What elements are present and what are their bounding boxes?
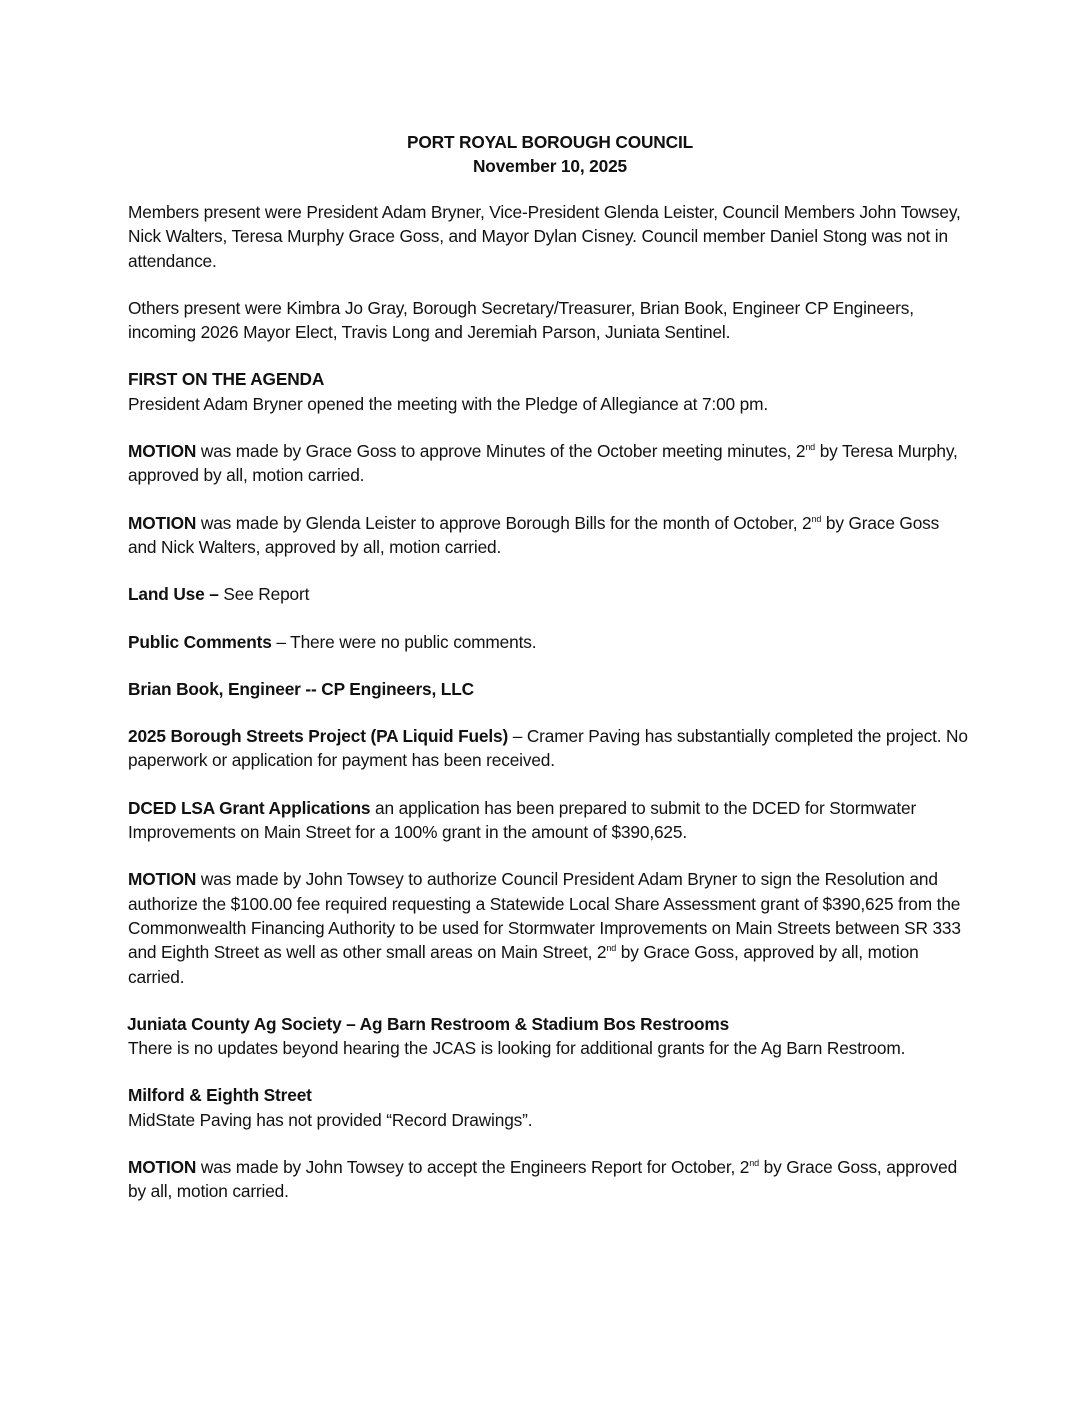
document-header xyxy=(128,130,968,178)
motion-text: by Teresa Murphy, approved by all, motion carried. xyxy=(128,441,958,486)
land-use-text: See Report xyxy=(218,584,310,605)
others-present-paragraph: Others present were Kimbra Jo Gray, Borough Secretary/Treasurer, Brian Book, Engineer CP Engineers, incoming 2026 Mayor Elect, Travis Long and Jeremiah Parson, Juniata Sentinel. xyxy=(128,297,914,343)
document-page xyxy=(128,130,968,1227)
meeting-date: November 10, 2025 xyxy=(472,156,628,176)
ag-society-text: There is no updates beyond hearing the JCAS is looking for additional grants for the Ag Barn Restroom. xyxy=(128,1038,906,1059)
ordinal-suffix: nd xyxy=(805,442,816,453)
motion-text: by Grace Goss, approved by all, motion carried. xyxy=(128,1157,958,1202)
ag-society-heading: Juniata County Ag Society – Ag Barn Restroom & Stadium Bos Restrooms xyxy=(127,1013,730,1034)
ordinal-suffix: nd xyxy=(811,513,822,524)
motion-label: MOTION xyxy=(128,1157,197,1178)
streets-project-paragraph xyxy=(128,724,968,773)
agenda-text: President Adam Bryner opened the meeting with the Pledge of Allegiance at 7:00 pm. xyxy=(128,393,768,414)
motion-text: was made by Grace Goss to approve Minutes of the October meeting minutes, 2 xyxy=(196,441,806,462)
dced-text: an application has been prepared to submit to the DCED for Stormwater Improvements on Main Street for a 100% grant in the amount of $390,625. xyxy=(128,797,917,843)
dced-label: DCED LSA Grant Applications xyxy=(128,797,371,818)
agenda-section xyxy=(128,367,968,416)
motion-resolution xyxy=(128,867,968,988)
motion-text: by Grace Goss, approved by all, motion carried. xyxy=(128,942,919,987)
motion-text: by Grace Goss and Nick Walters, approved by all, motion carried. xyxy=(128,512,940,557)
milford-heading: Milford & Eighth Street xyxy=(128,1085,312,1106)
engineer-heading: Brian Book, Engineer -- CP Engineers, LLC xyxy=(128,678,474,699)
ag-society-section xyxy=(128,1012,968,1061)
streets-project-label: 2025 Borough Streets Project (PA Liquid Fuels) xyxy=(128,726,509,747)
public-comments-text: – There were no public comments. xyxy=(271,631,537,652)
land-use-label: Land Use – xyxy=(128,584,219,605)
ordinal-suffix: nd xyxy=(606,943,617,954)
motion-text: was made by John Towsey to authorize Council President Adam Bryner to sign the Resolution and authorize the $100.00 fee required requesting a Statewide Local Share Assessment grant of $390,625 from the Commonwealth Financing Authority to be used for Stormwater Improvements on Main Streets between SR 333 and Eighth Street as well as other small areas on Main Street, 2 xyxy=(128,869,961,963)
motion-text: was made by John Towsey to accept the Engineers Report for October, 2 xyxy=(196,1157,750,1178)
milford-section xyxy=(128,1083,968,1132)
members-present-paragraph: Members present were President Adam Bryner, Vice-President Glenda Leister, Council Members John Towsey, Nick Walters, Teresa Murphy Grace Goss, and Mayor Dylan Cisney. Council member Daniel Stong was not in attendance. xyxy=(128,202,961,271)
document-title: PORT ROYAL BOROUGH COUNCIL xyxy=(406,132,694,152)
motion-text: was made by Glenda Leister to approve Borough Bills for the month of October, 2 xyxy=(196,512,812,533)
motion-label: MOTION xyxy=(128,869,197,890)
motion-label: MOTION xyxy=(128,441,197,462)
motion-bills xyxy=(128,511,968,560)
public-comments-line xyxy=(128,630,968,654)
land-use-line xyxy=(128,582,968,606)
motion-label: MOTION xyxy=(128,512,197,533)
ordinal-suffix: nd xyxy=(749,1158,759,1169)
dced-paragraph xyxy=(128,796,968,845)
engineer-heading-line xyxy=(128,677,968,701)
streets-project-text: – Cramer Paving has substantially completed the project. No paperwork or application for payment has been received. xyxy=(128,726,968,771)
motion-engineers-report xyxy=(128,1155,968,1204)
agenda-heading: FIRST ON THE AGENDA xyxy=(128,369,325,390)
motion-minutes xyxy=(128,439,968,488)
milford-text: MidState Paving has not provided “Record Drawings”. xyxy=(128,1109,533,1130)
public-comments-label: Public Comments xyxy=(128,631,272,652)
